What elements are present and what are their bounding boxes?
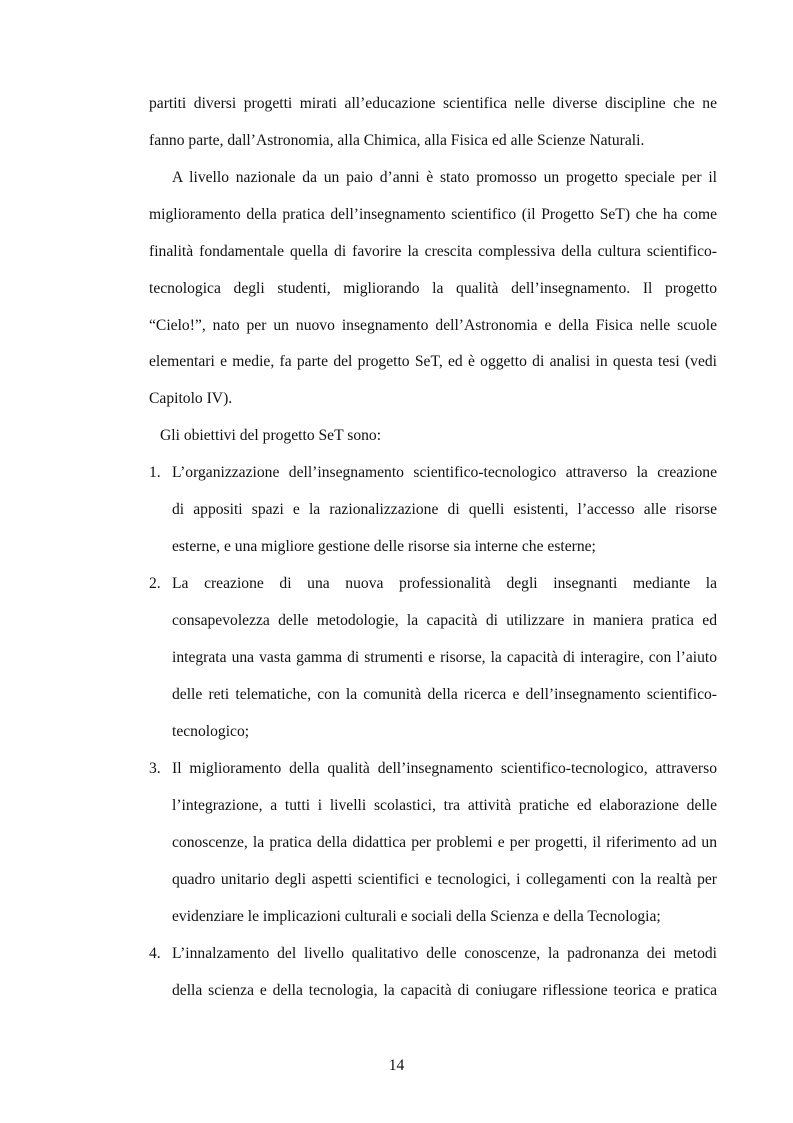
list-item-line: conoscenze, la pratica della didattica per problemi e per progetti, il riferimento ad un: [172, 834, 717, 851]
list-item-line: delle reti telematiche, con la comunità della ricerca e dell’insegnamento scientifico-: [172, 686, 717, 703]
list-intro: Gli obiettivi del progetto SeT sono:: [160, 427, 382, 444]
list-item-number: 3.: [149, 760, 161, 777]
list-item-line: tecnologico;: [172, 723, 250, 740]
paragraph-line: A livello nazionale da un paio d’anni è stato promosso un progetto speciale per il: [172, 169, 717, 186]
list-item-line: Il miglioramento della qualità dell’insegnamento scientifico-tecnologico, attraverso: [172, 760, 717, 777]
list-item-line: l’integrazione, a tutti i livelli scolastici, tra attività pratiche ed elaborazione delle: [172, 797, 717, 814]
list-item-line: La creazione di una nuova professionalità degli insegnanti mediante la: [172, 575, 717, 592]
list-item-line: integrata una vasta gamma di strumenti e risorse, la capacità di interagire, con l’aiuto: [172, 649, 717, 666]
paragraph-line: tecnologica degli studenti, migliorando la qualità dell’insegnamento. Il progetto: [149, 280, 717, 297]
list-item-number: 4.: [149, 945, 161, 962]
list-item-line: L’innalzamento del livello qualitativo delle conoscenze, la padronanza dei metodi: [172, 945, 717, 962]
list-item-line: della scienza e della tecnologia, la capacità di coniugare riflessione teorica e pratica: [172, 982, 717, 999]
list-item-number: 1.: [149, 464, 161, 481]
list-item-line: quadro unitario degli aspetti scientifici e tecnologici, i collegamenti con la realtà per: [172, 871, 717, 888]
paragraph-line: elementari e medie, fa parte del progetto SeT, ed è oggetto di analisi in questa tesi (vedi: [149, 353, 717, 370]
list-item-line: di appositi spazi e la razionalizzazione di quelli esistenti, l’accesso alle risorse: [172, 501, 717, 518]
list-item-number: 2.: [149, 575, 161, 592]
list-item-line: esterne, e una migliore gestione delle risorse sia interne che esterne;: [172, 538, 596, 555]
paragraph-line: Capitolo IV).: [149, 390, 233, 407]
list-item-line: consapevolezza delle metodologie, la capacità di utilizzare in maniera pratica ed: [172, 612, 717, 629]
page-number: 14: [388, 1057, 405, 1074]
paragraph-line: fanno parte, dall’Astronomia, alla Chimica, alla Fisica ed alle Scienze Naturali.: [149, 132, 645, 149]
paragraph-line: partiti diversi progetti mirati all’educazione scientifica nelle diverse discipline che ne: [149, 95, 717, 112]
paragraph-line: “Cielo!”, nato per un nuovo insegnamento dell’Astronomia e della Fisica nelle scuole: [149, 317, 717, 334]
paragraph-line: miglioramento della pratica dell’insegnamento scientifico (il Progetto SeT) che ha come: [149, 206, 717, 223]
list-item-line: evidenziare le implicazioni culturali e sociali della Scienza e della Tecnologia;: [172, 908, 661, 925]
paragraph-line: finalità fondamentale quella di favorire la crescita complessiva della cultura scientifico-: [149, 243, 717, 260]
list-item-line: L’organizzazione dell’insegnamento scientifico-tecnologico attraverso la creazione: [172, 464, 717, 481]
